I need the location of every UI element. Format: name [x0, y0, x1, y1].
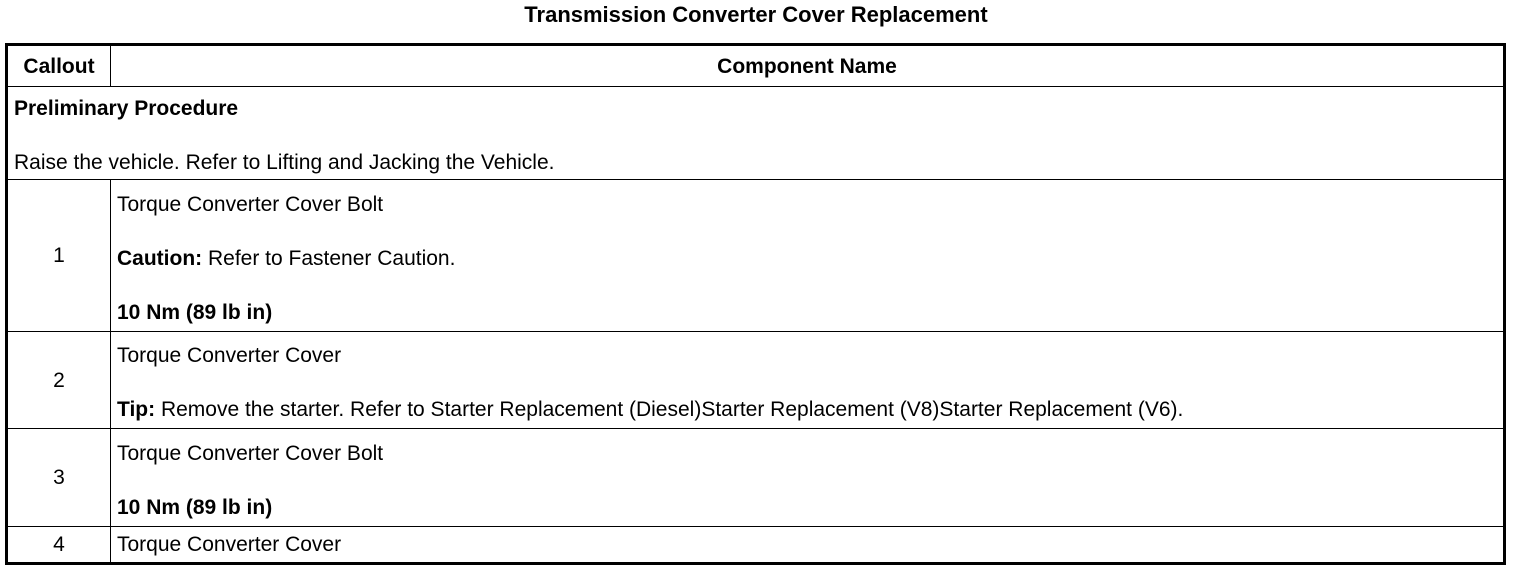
component-name-column-header: Component Name [111, 45, 1505, 87]
tip-label: Tip: [117, 398, 156, 421]
preliminary-title: Preliminary Procedure [14, 97, 239, 120]
callout-number: 3 [7, 429, 111, 527]
procedure-table [5, 43, 1506, 565]
page-title: Transmission Converter Cover Replacement [524, 2, 988, 27]
table-row [7, 180, 1505, 332]
callout-number: 2 [7, 332, 111, 429]
component-name: Torque Converter Cover Bolt [117, 441, 384, 465]
tip-note [117, 396, 1497, 423]
torque-spec: 10 Nm (89 lb in) [117, 495, 273, 519]
component-cell [111, 429, 1505, 527]
tip-text: Remove the starter. Refer to Starter Replacement (Diesel)Starter Replacement (V8)Starter Replacement (V6). [155, 398, 1184, 421]
component-name: Torque Converter Cover [117, 533, 342, 556]
table-row [7, 527, 1505, 564]
preliminary-row [7, 87, 1505, 180]
preliminary-cell [7, 87, 1505, 180]
component-name: Torque Converter Cover Bolt [117, 192, 384, 216]
callout-number: 4 [7, 527, 111, 564]
preliminary-text: Raise the vehicle. Refer to Lifting and Jacking the Vehicle. [14, 151, 555, 174]
caution-note [117, 245, 1497, 272]
component-cell [111, 332, 1505, 429]
torque-spec: 10 Nm (89 lb in) [117, 300, 273, 324]
table-header-row [7, 45, 1505, 87]
component-name: Torque Converter Cover [117, 344, 342, 367]
component-cell [111, 180, 1505, 332]
table-row [7, 429, 1505, 527]
table-row [7, 332, 1505, 429]
component-cell [111, 527, 1505, 564]
caution-label: Caution: [117, 246, 203, 270]
callout-column-header: Callout [7, 45, 111, 87]
callout-number: 1 [7, 180, 111, 332]
caution-text: Refer to Fastener Caution. [202, 246, 456, 270]
